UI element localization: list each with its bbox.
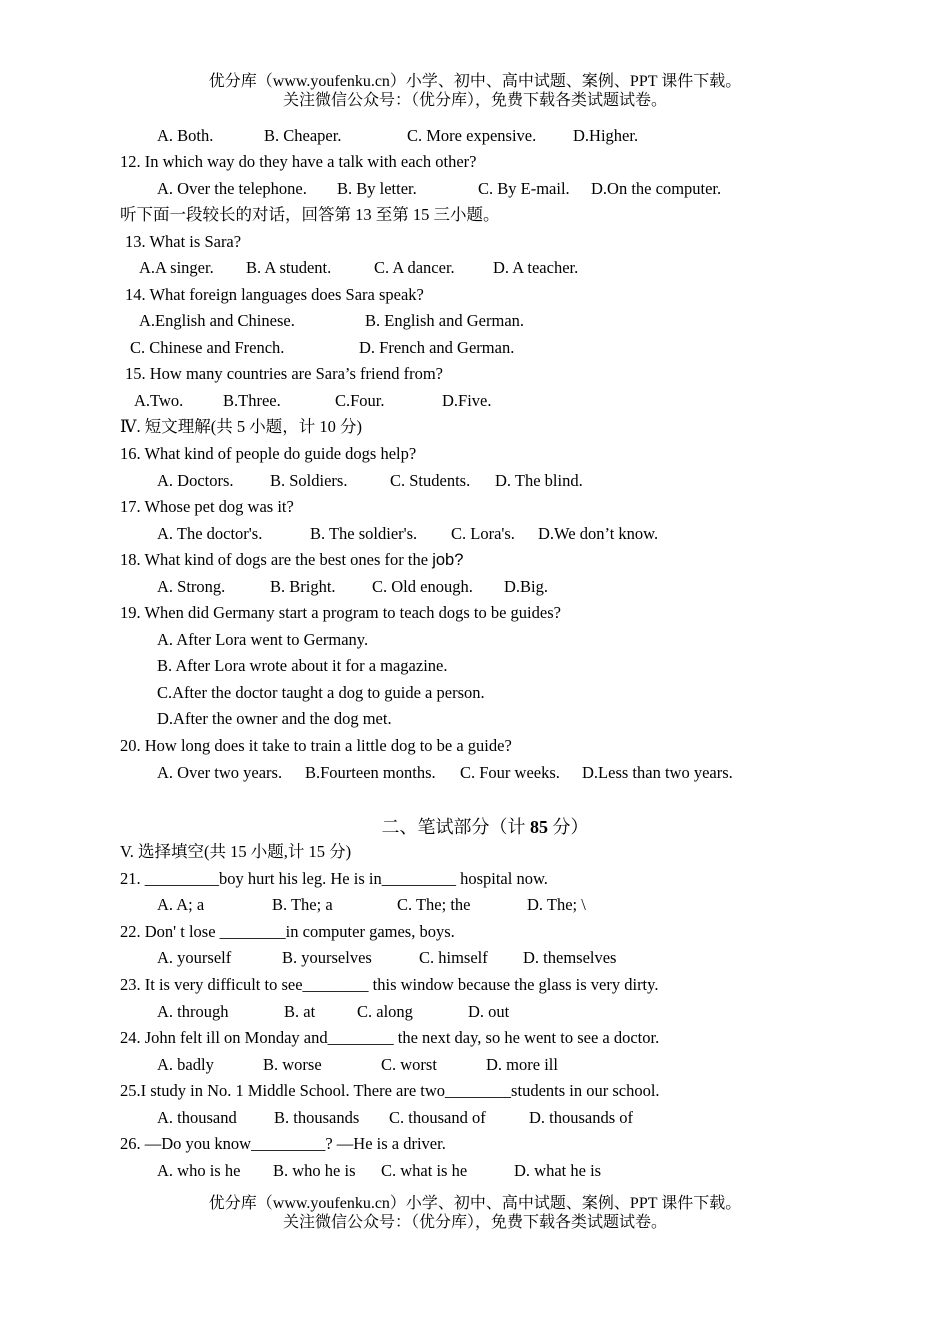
option: D.Big. bbox=[504, 577, 549, 596]
question-stem: 15. How many countries are Sara’s friend from? bbox=[125, 364, 443, 383]
question-stem: 26. —Do you know_________? —He is a driver. bbox=[120, 1134, 446, 1153]
footer-line-1: 优分库（www.youfenku.cn）小学、初中、高中试题、案例、PPT 课件下载。 bbox=[208, 1195, 742, 1212]
option: D.Five. bbox=[442, 391, 492, 410]
option: D.We don’t know. bbox=[538, 524, 659, 543]
option: A. The doctor's. bbox=[157, 524, 263, 543]
part-two-pre: 二、笔试部分（计 bbox=[381, 817, 530, 837]
option: D. out bbox=[468, 1002, 510, 1021]
option: B. who he is bbox=[273, 1161, 356, 1180]
option: D. what he is bbox=[514, 1161, 602, 1180]
option: C. By E-mail. bbox=[478, 179, 570, 198]
option: C. Chinese and French. bbox=[130, 338, 285, 357]
option: C.After the doctor taught a dog to guide a person. bbox=[157, 683, 485, 702]
question-stem: 12. In which way do they have a talk with each other? bbox=[120, 152, 477, 171]
option: B. The; a bbox=[272, 895, 333, 914]
option: A.English and Chinese. bbox=[139, 311, 295, 330]
option: B.Three. bbox=[223, 391, 281, 410]
option: B. yourselves bbox=[282, 948, 372, 967]
option: D.Higher. bbox=[573, 126, 639, 145]
option: C. The; the bbox=[397, 895, 471, 914]
option: C. Old enough. bbox=[372, 577, 473, 596]
option: C. Lora's. bbox=[451, 524, 515, 543]
option: C. what is he bbox=[381, 1161, 468, 1180]
question-stem: 23. It is very difficult to see________ this window because the glass is very dirty. bbox=[120, 975, 659, 994]
question-stem: 21. _________boy hurt his leg. He is in_________ hospital now. bbox=[120, 869, 548, 888]
section-heading-5: V. 选择填空(共 15 小题,计 15 分) bbox=[120, 842, 352, 861]
option: C. A dancer. bbox=[374, 258, 455, 277]
option: B. By letter. bbox=[337, 179, 417, 198]
option: C. More expensive. bbox=[407, 126, 537, 145]
option: B. Soldiers. bbox=[270, 471, 348, 490]
option: C. along bbox=[357, 1002, 413, 1021]
header-line-2: 关注微信公众号：（优分库），免费下载各类试题试卷。 bbox=[282, 92, 667, 109]
option: C.Four. bbox=[335, 391, 385, 410]
option: D.Less than two years. bbox=[582, 763, 733, 782]
option: A. badly bbox=[157, 1055, 214, 1074]
question-stem: 16. What kind of people do guide dogs help? bbox=[120, 444, 417, 463]
option: D. A teacher. bbox=[493, 258, 579, 277]
question-stem: 19. When did Germany start a program to teach dogs to be guides? bbox=[120, 603, 561, 622]
option: D.After the owner and the dog met. bbox=[157, 709, 392, 728]
question-stem-end: job? bbox=[432, 551, 464, 569]
option: A. yourself bbox=[157, 948, 232, 967]
footer-line-2: 关注微信公众号：（优分库），免费下载各类试题试卷。 bbox=[282, 1214, 667, 1231]
option: A.Two. bbox=[134, 391, 184, 410]
option: C. Students. bbox=[390, 471, 471, 490]
option: A. thousand bbox=[157, 1108, 237, 1127]
option: A. Doctors. bbox=[157, 471, 234, 490]
part-two-post: 分） bbox=[548, 817, 589, 837]
question-stem-text: 18. What kind of dogs are the best ones for the bbox=[120, 550, 433, 569]
option: A. who is he bbox=[157, 1161, 241, 1180]
part-two-heading bbox=[10, 813, 950, 839]
option: D. French and German. bbox=[359, 338, 515, 357]
option: C. thousand of bbox=[389, 1108, 486, 1127]
question-stem bbox=[120, 550, 463, 570]
option: D. more ill bbox=[486, 1055, 558, 1074]
option: B. A student. bbox=[246, 258, 332, 277]
option: D. The blind. bbox=[495, 471, 583, 490]
option: B. at bbox=[284, 1002, 316, 1021]
option: B. The soldier's. bbox=[310, 524, 418, 543]
dialog-intro: 听下面一段较长的对话，回答第 13 至第 15 三小题。 bbox=[120, 205, 500, 224]
header-line-1: 优分库（www.youfenku.cn）小学、初中、高中试题、案例、PPT 课件下载。 bbox=[208, 73, 742, 90]
question-stem: 22. Don' t lose ________in computer games, boys. bbox=[120, 922, 455, 941]
option: A. through bbox=[157, 1002, 229, 1021]
question-stem: 14. What foreign languages does Sara speak? bbox=[125, 285, 424, 304]
option: B. After Lora wrote about it for a magazine. bbox=[157, 656, 448, 675]
option: B. Bright. bbox=[270, 577, 336, 596]
option: B. Cheaper. bbox=[264, 126, 342, 145]
option: A. Strong. bbox=[157, 577, 226, 596]
option: A.A singer. bbox=[139, 258, 214, 277]
option: B.Fourteen months. bbox=[305, 763, 436, 782]
option: C. himself bbox=[419, 948, 488, 967]
option: C. Four weeks. bbox=[460, 763, 560, 782]
part-two-score: 85 bbox=[530, 817, 548, 837]
option: A. A; a bbox=[157, 895, 205, 914]
question-stem: 13. What is Sara? bbox=[125, 232, 242, 251]
question-stem: 20. How long does it take to train a little dog to be a guide? bbox=[120, 736, 512, 755]
question-stem: 25.I study in No. 1 Middle School. There are two________students in our school. bbox=[120, 1081, 660, 1100]
option: D. themselves bbox=[523, 948, 617, 967]
section-heading-4: Ⅳ. 短文理解(共 5 小题，计 10 分) bbox=[120, 417, 362, 436]
option: A. Over two years. bbox=[157, 763, 283, 782]
option: C. worst bbox=[381, 1055, 437, 1074]
option: D. thousands of bbox=[529, 1108, 634, 1127]
option: B. English and German. bbox=[365, 311, 525, 330]
option: A. Over the telephone. bbox=[157, 179, 307, 198]
option: A. After Lora went to Germany. bbox=[157, 630, 369, 649]
option: B. worse bbox=[263, 1055, 322, 1074]
option: D. The; \ bbox=[527, 895, 586, 914]
option: D.On the computer. bbox=[591, 179, 722, 198]
option: A. Both. bbox=[157, 126, 214, 145]
option: B. thousands bbox=[274, 1108, 360, 1127]
question-stem: 24. John felt ill on Monday and________ the next day, so he went to see a doctor. bbox=[120, 1028, 660, 1047]
question-stem: 17. Whose pet dog was it? bbox=[120, 497, 294, 516]
